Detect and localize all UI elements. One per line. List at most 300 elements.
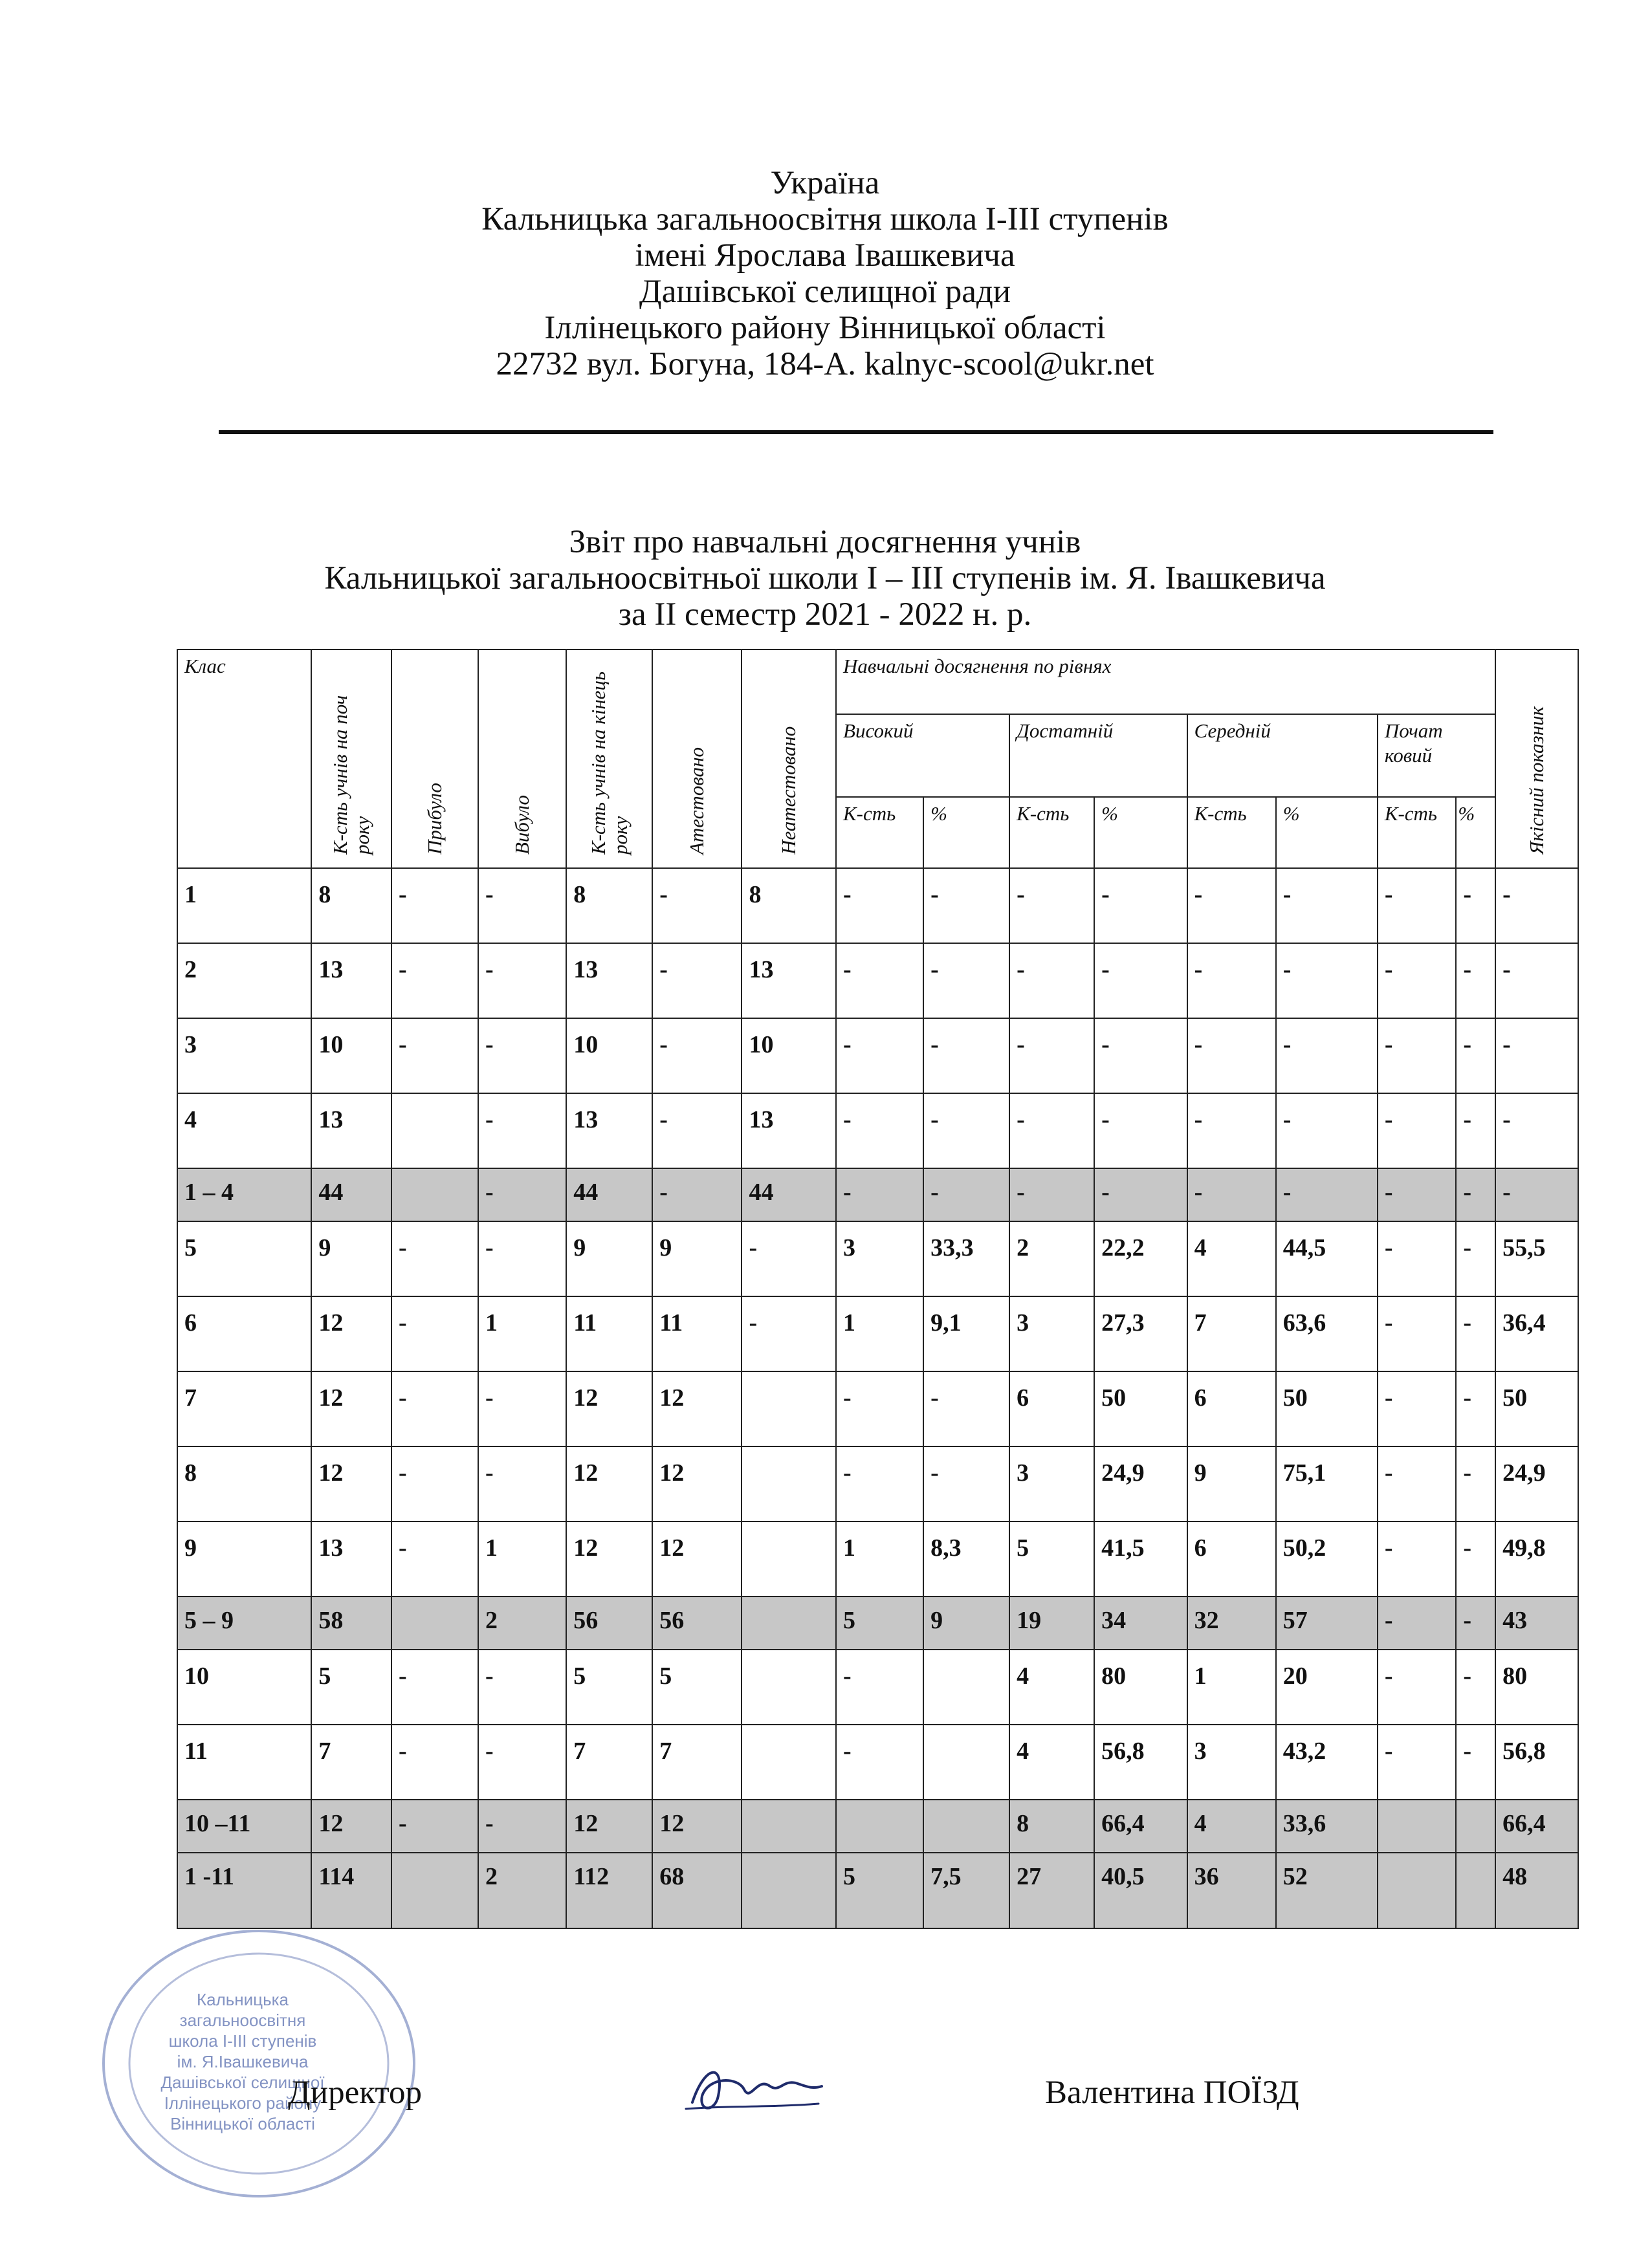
table-cell: [652, 1371, 742, 1446]
cell-value: [742, 1447, 835, 1459]
table-cell: [923, 1597, 1009, 1650]
cell-value: 7: [318, 1738, 331, 1765]
table-cell: [1495, 1446, 1578, 1521]
header-line: Україна: [770, 165, 880, 201]
table-cell: [478, 1018, 566, 1093]
cell-value: -: [1502, 1031, 1511, 1058]
cell-value: -: [485, 1459, 494, 1487]
table-cell: [566, 1597, 652, 1650]
cell-value: 5: [843, 1863, 856, 1890]
cell-value: 2: [1017, 1234, 1029, 1261]
header-start: К-сть учнів на поч року: [311, 649, 391, 868]
table-cell: [311, 1296, 391, 1371]
cell-value: 56: [659, 1607, 685, 1634]
cell-value: 9: [930, 1607, 943, 1634]
table-cell: [566, 1800, 652, 1853]
table-cell: [836, 1446, 923, 1521]
cell-value: 19: [1017, 1607, 1042, 1634]
table-cell: [391, 1018, 478, 1093]
cell-value: 6: [184, 1309, 197, 1336]
table-cell: [742, 943, 836, 1018]
summary-row: [177, 1597, 1578, 1650]
cell-value: -: [485, 1179, 494, 1206]
table-cell: [652, 868, 742, 943]
table-cell: [478, 868, 566, 943]
table-cell: [177, 1296, 311, 1371]
table-cell: [1378, 1168, 1456, 1221]
table-cell: [1276, 1853, 1378, 1928]
cell-value: 24,9: [1502, 1459, 1546, 1487]
table-cell: [177, 1725, 311, 1800]
table-cell: [923, 1446, 1009, 1521]
header-line: Кальницька загальноосвітня школа І-ІІІ ступенів: [481, 201, 1169, 237]
table-cell: [391, 1521, 478, 1597]
table-row: [177, 1521, 1578, 1597]
cell-value: -: [1463, 881, 1472, 908]
table-cell: [923, 1853, 1009, 1928]
table-cell: [1276, 1597, 1378, 1650]
cell-value: -: [485, 1738, 494, 1765]
cell-value: -: [398, 956, 407, 983]
table-row: [177, 1371, 1578, 1446]
table-cell: [177, 943, 311, 1018]
table-cell: [1187, 1168, 1276, 1221]
table-cell: [478, 1853, 566, 1928]
cell-value: 3: [843, 1234, 856, 1261]
cell-value: 10 –11: [184, 1810, 251, 1837]
cell-value: 5: [1017, 1534, 1029, 1562]
table-cell: [391, 1371, 478, 1446]
header-count: К-сть: [836, 797, 923, 868]
table-cell: [177, 1018, 311, 1093]
cell-value: -: [1384, 1459, 1393, 1487]
header-arrived: Прибуло: [391, 649, 478, 868]
table-cell: [1456, 1650, 1495, 1725]
cell-value: 9: [659, 1234, 672, 1261]
table-cell: [923, 1168, 1009, 1221]
table-cell: [177, 1168, 311, 1221]
table-cell: [1276, 1168, 1378, 1221]
table-cell: [1378, 1018, 1456, 1093]
cell-value: [392, 1094, 478, 1106]
table-cell: [177, 1221, 311, 1296]
table-cell: [311, 1650, 391, 1725]
header-not-attested: Неатестовано: [742, 649, 836, 868]
table-cell: [177, 1093, 311, 1168]
cell-value: 80: [1101, 1663, 1127, 1690]
cell-value: 32: [1194, 1607, 1219, 1634]
cell-value: [924, 1650, 1009, 1662]
table-row: [177, 1650, 1578, 1725]
table-cell: [1495, 1371, 1578, 1446]
table-cell: [923, 1296, 1009, 1371]
table-cell: [311, 1168, 391, 1221]
cell-value: -: [1282, 1179, 1292, 1206]
table-cell: [1378, 868, 1456, 943]
cell-value: -: [1463, 1031, 1472, 1058]
table-cell: [1495, 1800, 1578, 1853]
table-cell: [1456, 1093, 1495, 1168]
table-cell: [742, 1597, 836, 1650]
cell-value: 1: [843, 1534, 856, 1562]
cell-value: -: [1194, 1031, 1203, 1058]
table-cell: [1009, 1446, 1094, 1521]
cell-value: -: [1463, 1234, 1472, 1261]
cell-value: -: [930, 1459, 939, 1487]
cell-value: 43: [1502, 1607, 1528, 1634]
cell-value: 9: [184, 1534, 197, 1562]
cell-value: -: [1384, 956, 1393, 983]
cell-value: -: [1194, 956, 1203, 983]
cell-value: -: [930, 881, 939, 908]
signature-icon: [673, 2051, 828, 2128]
cell-value: -: [1463, 1384, 1472, 1412]
table-cell: [836, 868, 923, 943]
cell-value: 13: [318, 1106, 344, 1133]
table-row: [177, 1221, 1578, 1296]
cell-value: -: [398, 1810, 407, 1837]
cell-value: -: [1101, 881, 1110, 908]
table-cell: [1456, 1296, 1495, 1371]
cell-value: 10: [318, 1031, 344, 1058]
director-label: Директор: [288, 2075, 422, 2111]
cell-value: -: [398, 1309, 407, 1336]
cell-value: -: [398, 1663, 407, 1690]
cell-value: 1: [843, 1309, 856, 1336]
cell-value: 9: [1194, 1459, 1207, 1487]
cell-value: [742, 1725, 835, 1737]
table-cell: [1009, 1597, 1094, 1650]
table-cell: [836, 1296, 923, 1371]
cell-value: 9: [573, 1234, 586, 1261]
cell-value: 13: [318, 956, 344, 983]
table-cell: [1495, 1168, 1578, 1221]
table-cell: [1495, 868, 1578, 943]
stamp-line: школа І-ІІІ ступенів: [168, 2031, 317, 2051]
cell-value: 6: [1194, 1534, 1207, 1562]
header-medium: Середній: [1187, 714, 1378, 797]
table-cell: [391, 1093, 478, 1168]
cell-value: 12: [573, 1534, 599, 1562]
table-cell: [1456, 1521, 1495, 1597]
table-cell: [1495, 1521, 1578, 1597]
cell-value: -: [1502, 1179, 1511, 1206]
stamp-text: [149, 1989, 336, 2134]
cell-value: 13: [749, 1106, 774, 1133]
achievement-table: [177, 649, 1579, 1929]
table-cell: [391, 1446, 478, 1521]
table-cell: [478, 1221, 566, 1296]
table-cell: [1456, 1800, 1495, 1853]
table-body: [177, 868, 1578, 1928]
title-line: за ІІ семестр 2021 - 2022 н. р.: [618, 596, 1032, 633]
header-percent: %: [1456, 797, 1495, 868]
cell-value: -: [843, 1106, 852, 1133]
table-cell: [742, 1371, 836, 1446]
summary-row: [177, 1853, 1578, 1928]
header-divider: [219, 430, 1493, 434]
table-cell: [1276, 1221, 1378, 1296]
table-cell: [311, 1018, 391, 1093]
table-cell: [923, 1725, 1009, 1800]
cell-value: 8: [573, 881, 586, 908]
table-cell: [742, 1853, 836, 1928]
cell-value: 3: [184, 1031, 197, 1058]
table-cell: [478, 1296, 566, 1371]
cell-value: 5: [573, 1663, 586, 1690]
table-cell: [652, 1650, 742, 1725]
table-cell: [836, 1800, 923, 1853]
stamp-line: Вінницької області: [170, 2114, 315, 2133]
table-cell: [652, 1800, 742, 1853]
table-cell: [566, 1018, 652, 1093]
table-cell: [742, 1093, 836, 1168]
table-cell: [1094, 1446, 1187, 1521]
cell-value: 44,5: [1282, 1234, 1326, 1261]
cell-value: 1 -11: [184, 1863, 235, 1890]
table-cell: [742, 1221, 836, 1296]
table-cell: [566, 1296, 652, 1371]
table-cell: [1495, 943, 1578, 1018]
table-cell: [836, 943, 923, 1018]
table-cell: [391, 943, 478, 1018]
cell-value: -: [930, 1106, 939, 1133]
cell-value: 12: [318, 1309, 344, 1336]
table-cell: [1276, 1296, 1378, 1371]
table-cell: [1187, 868, 1276, 943]
table-cell: [1276, 1725, 1378, 1800]
table-cell: [1009, 868, 1094, 943]
table-cell: [836, 1853, 923, 1928]
cell-value: -: [1101, 956, 1110, 983]
header-line: імені Ярослава Івашкевича: [635, 237, 1015, 274]
cell-value: 5: [318, 1663, 331, 1690]
header-class: Клас: [177, 649, 311, 868]
cell-value: 3: [1194, 1738, 1207, 1765]
cell-value: -: [930, 1179, 939, 1206]
cell-value: -: [1194, 1106, 1203, 1133]
cell-value: -: [1101, 1031, 1110, 1058]
table-cell: [1456, 1725, 1495, 1800]
table-cell: [1094, 943, 1187, 1018]
cell-value: -: [485, 881, 494, 908]
table-cell: [566, 943, 652, 1018]
table-cell: [566, 868, 652, 943]
cell-value: -: [1384, 881, 1393, 908]
table-cell: [1094, 1168, 1187, 1221]
table-cell: [566, 1725, 652, 1800]
table-cell: [1456, 868, 1495, 943]
table-cell: [1094, 1800, 1187, 1853]
cell-value: 12: [318, 1384, 344, 1412]
cell-value: -: [1384, 1234, 1393, 1261]
table-cell: [1495, 1296, 1578, 1371]
header-attested: Атестовано: [652, 649, 742, 868]
cell-value: 12: [659, 1384, 685, 1412]
table-cell: [566, 1093, 652, 1168]
table-cell: [1187, 1800, 1276, 1853]
table-cell: [177, 1521, 311, 1597]
table-cell: [478, 1650, 566, 1725]
table-cell: [1456, 1168, 1495, 1221]
cell-value: -: [1384, 1607, 1393, 1634]
table-row: [177, 1296, 1578, 1371]
table-cell: [311, 1597, 391, 1650]
table-cell: [742, 868, 836, 943]
stamp-line: Кальницька: [196, 1990, 289, 2009]
cell-value: -: [1101, 1179, 1110, 1206]
table-cell: [652, 943, 742, 1018]
cell-value: 8: [184, 1459, 197, 1487]
cell-value: -: [485, 1106, 494, 1133]
table-cell: [742, 1446, 836, 1521]
cell-value: 12: [573, 1459, 599, 1487]
cell-value: 7: [1194, 1309, 1207, 1336]
cell-value: -: [485, 1663, 494, 1690]
cell-value: 11: [184, 1738, 208, 1765]
cell-value: 5: [843, 1607, 856, 1634]
table-cell: [1378, 1371, 1456, 1446]
table-cell: [1276, 1650, 1378, 1725]
cell-value: [742, 1597, 835, 1606]
table-cell: [1187, 1093, 1276, 1168]
cell-value: 36,4: [1502, 1309, 1546, 1336]
cell-value: -: [659, 1031, 668, 1058]
cell-value: 5: [184, 1234, 197, 1261]
cell-value: -: [1463, 1607, 1472, 1634]
cell-value: -: [930, 1384, 939, 1412]
cell-value: -: [749, 1234, 758, 1261]
table-cell: [1009, 1093, 1094, 1168]
header-line: Іллінецького району Вінницької області: [544, 310, 1106, 346]
table-cell: [836, 1371, 923, 1446]
table-cell: [1276, 1371, 1378, 1446]
table-cell: [742, 1168, 836, 1221]
table-cell: [391, 1725, 478, 1800]
table-cell: [311, 1446, 391, 1521]
cell-value: [837, 1800, 923, 1809]
table-cell: [836, 1521, 923, 1597]
table-cell: [1009, 1296, 1094, 1371]
table-cell: [923, 1650, 1009, 1725]
table-cell: [1094, 1296, 1187, 1371]
table-cell: [1276, 868, 1378, 943]
table-cell: [1378, 1650, 1456, 1725]
cell-value: -: [1017, 881, 1025, 908]
cell-value: -: [1502, 1106, 1511, 1133]
stamp-line: ім. Я.Івашкевича: [177, 2052, 309, 2071]
table-cell: [652, 1725, 742, 1800]
table-cell: [478, 1446, 566, 1521]
title-line: Кальницької загальноосвітньої школи І – ІІІ ступенів ім. Я. Івашкевича: [324, 560, 1326, 596]
table-cell: [478, 1597, 566, 1650]
table-cell: [311, 1853, 391, 1928]
table-cell: [1187, 1521, 1276, 1597]
cell-value: 10: [573, 1031, 599, 1058]
table-cell: [1187, 1725, 1276, 1800]
cell-value: 66,4: [1502, 1810, 1546, 1837]
table-cell: [177, 1446, 311, 1521]
cell-value: [1378, 1800, 1455, 1809]
cell-value: 2: [485, 1863, 498, 1890]
cell-value: -: [1463, 1179, 1472, 1206]
cell-value: 12: [573, 1384, 599, 1412]
cell-value: -: [1384, 1309, 1393, 1336]
table-cell: [836, 1093, 923, 1168]
cell-value: 7: [659, 1738, 672, 1765]
table-cell: [478, 1725, 566, 1800]
table-cell: [1378, 1446, 1456, 1521]
cell-value: -: [485, 1234, 494, 1261]
cell-value: 8: [1017, 1810, 1029, 1837]
table-cell: [1456, 1597, 1495, 1650]
table-cell: [311, 1371, 391, 1446]
cell-value: 63,6: [1282, 1309, 1326, 1336]
table-cell: [1094, 1853, 1187, 1928]
table-cell: [566, 1650, 652, 1725]
cell-value: -: [1017, 1179, 1025, 1206]
cell-value: 8: [749, 881, 762, 908]
cell-value: -: [930, 1031, 939, 1058]
table-cell: [1378, 943, 1456, 1018]
header-achievements: Навчальні досягнення по рівнях: [836, 649, 1495, 714]
table-cell: [652, 1446, 742, 1521]
cell-value: -: [1282, 956, 1292, 983]
table-cell: [1495, 1018, 1578, 1093]
table-cell: [923, 1800, 1009, 1853]
table-cell: [566, 1168, 652, 1221]
table-row: [177, 1446, 1578, 1521]
cell-value: 22,2: [1101, 1234, 1145, 1261]
cell-value: -: [843, 956, 852, 983]
table-cell: [836, 1650, 923, 1725]
cell-value: 7,5: [930, 1863, 962, 1890]
cell-value: 4: [184, 1106, 197, 1133]
cell-value: 13: [573, 1106, 599, 1133]
cell-value: 9,1: [930, 1309, 962, 1336]
cell-value: -: [843, 1031, 852, 1058]
cell-value: -: [398, 1384, 407, 1412]
table-cell: [391, 1650, 478, 1725]
cell-value: 13: [318, 1534, 344, 1562]
table-cell: [742, 1800, 836, 1853]
header-high: Високий: [836, 714, 1009, 797]
table-cell: [923, 1371, 1009, 1446]
cell-value: 10: [184, 1663, 209, 1690]
table-cell: [1187, 1650, 1276, 1725]
table-cell: [1094, 1650, 1187, 1725]
cell-value: -: [1502, 881, 1511, 908]
cell-value: 12: [659, 1534, 685, 1562]
table-cell: [1378, 1296, 1456, 1371]
cell-value: [742, 1853, 835, 1862]
cell-value: 4: [1194, 1810, 1207, 1837]
table-cell: [1456, 1221, 1495, 1296]
cell-value: -: [485, 1810, 494, 1837]
table-cell: [1495, 1650, 1578, 1725]
cell-value: [392, 1853, 478, 1862]
cell-value: 13: [573, 956, 599, 983]
table-cell: [1187, 1296, 1276, 1371]
table-cell: [566, 1221, 652, 1296]
table-cell: [311, 868, 391, 943]
table-cell: [836, 1725, 923, 1800]
table-cell: [391, 1221, 478, 1296]
header-percent: %: [1276, 797, 1378, 868]
cell-value: -: [485, 1384, 494, 1412]
cell-value: 1: [485, 1534, 498, 1562]
cell-value: -: [659, 881, 668, 908]
